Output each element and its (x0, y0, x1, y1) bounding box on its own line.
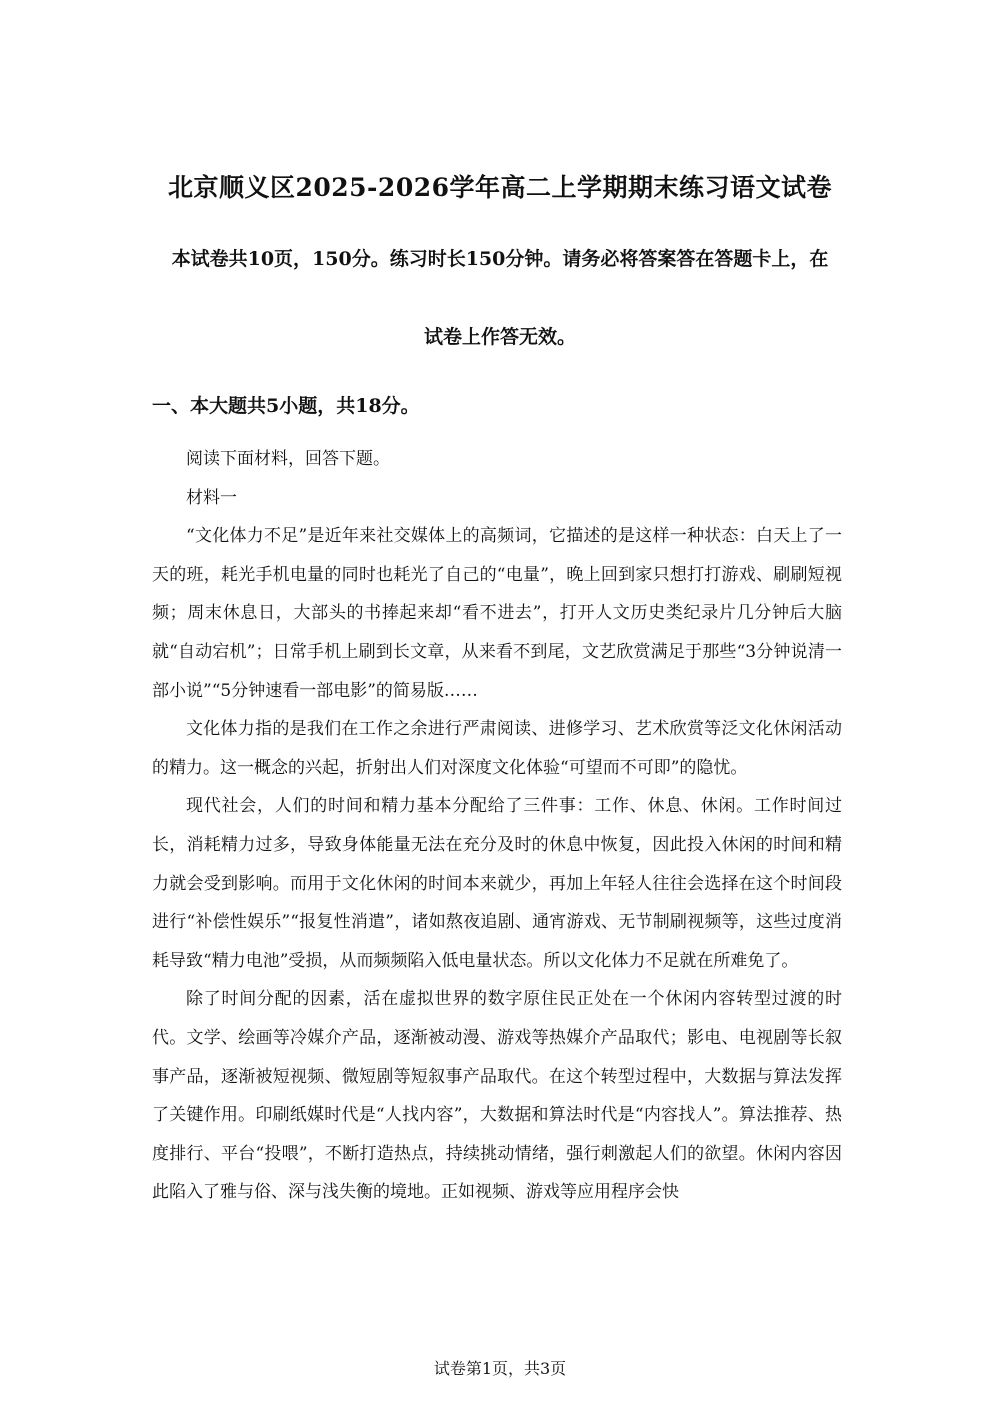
page-footer: 试卷第1页，共3页 (433, 1359, 567, 1378)
intro-line-2: 试卷上作答无效。 (423, 326, 576, 348)
section-heading: 一、本大题共5小题，共18分。 (152, 395, 420, 417)
intro-line-1: 本试卷共10页，150分。练习时长150分钟。请务必将答案答在答题卡上，在 (171, 248, 829, 270)
paragraph: 现代社会，人们的时间和精力基本分配给了三件事：工作、休息、休闲。工作时间过长，消耗精力过多，导致身体能量无法在充分及时的休息中恢复，因此投入休闲的时间和精力就会受到影响。而用于文化休闲的时间本来就少，再加上年轻人往往会选择在这个时间段进行“补偿性娱乐”“报复性消遣”，诸如熬夜追剧、通宵游戏、无节制刷视频等，这些过度消耗导致“精力电池”受损，从而频频陷入低电量状态。所以文化体力不足就在所难免了。 (152, 796, 842, 971)
paragraph: “文化体力不足”是近年来社交媒体上的高频词，它描述的是这样一种状态：白天上了一天的班，耗光手机电量的同时也耗光了自己的“电量”，晚上回到家只想打打游戏、刷刷短视频；周末休息日，大部头的书捧起来却“看不进去”，打开人文历史类纪录片几分钟后大脑就“自动宕机”；日常手机上刷到长文章，从来看不到尾，文艺欣赏满足于那些“3分钟说清一部小说”“5分钟速看一部电影”的简易版…… (152, 526, 842, 701)
instruction-text: 阅读下面材料，回答下题。 (186, 449, 390, 469)
paragraph: 文化体力指的是我们在工作之余进行严肃阅读、进修学习、艺术欣赏等泛文化休闲活动的精力。这一概念的兴起，折射出人们对深度文化体验“可望而不可即”的隐忧。 (152, 719, 842, 778)
body-text (152, 440, 842, 1212)
paragraph: 除了时间分配的因素，活在虚拟世界的数字原住民正处在一个休闲内容转型过渡的时代。文学、绘画等冷媒介产品，逐渐被动漫、游戏等热媒介产品取代；影电、电视剧等长叙事产品，逐渐被短视频、微短剧等短叙事产品取代。在这个转型过程中，大数据与算法发挥了关键作用。印刷纸媒时代是“人找内容”，大数据和算法时代是“内容找人”。算法推荐、热度排行、平台“投喂”，不断打造热点，持续挑动情绪，强行刺激起人们的欲望。休闲内容因此陷入了雅与俗、深与浅失衡的境地。正如视频、游戏等应用程序会快 (152, 989, 842, 1203)
document-title: 北京顺义区2025-2026学年高二上学期期末练习语文试卷 (167, 173, 833, 202)
material-label: 材料一 (186, 487, 237, 508)
